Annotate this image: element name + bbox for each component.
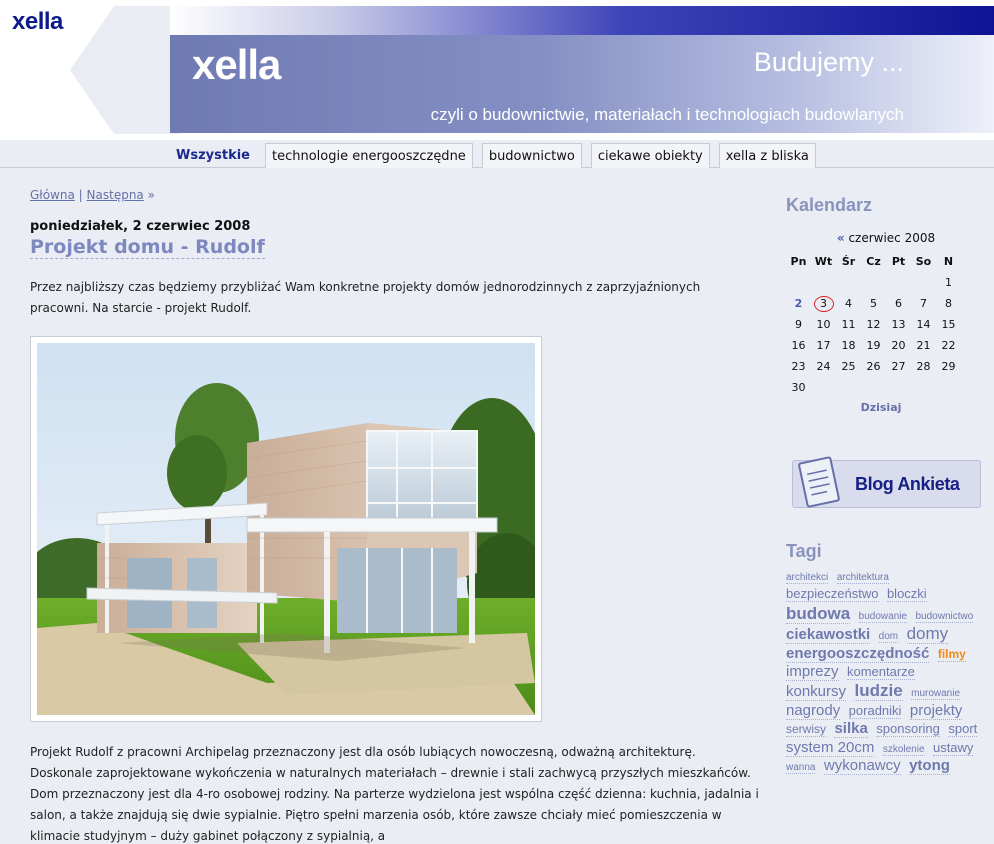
calendar-month: czerwiec 2008 [848,231,936,245]
tag-link[interactable]: system 20cm [786,738,875,756]
tag-link[interactable]: sport [948,721,978,737]
tag-link[interactable]: ciekawostki [786,626,871,644]
calendar-empty-cell [811,272,836,293]
tag-link[interactable]: wykonawcy [823,756,901,774]
calendar-day: 19 [866,339,881,352]
blog-title: Budujemy ... [753,47,904,77]
calendar-empty-cell [936,377,961,398]
tag-link[interactable]: sponsoring [876,721,940,737]
tab-xella-z-bliska[interactable]: xella z bliska [719,143,816,168]
calendar-day: 9 [795,318,802,331]
post-date: poniedziałek, 2 czerwiec 2008 [30,219,251,234]
tag-link[interactable]: szkolenie [882,743,925,755]
tag-link[interactable]: serwisy [786,722,827,737]
calendar-weekday: So [915,255,932,268]
breadcrumb-home-link[interactable]: Główna [30,188,75,202]
calendar-day[interactable]: 2 [794,297,803,310]
tag-link[interactable]: poradniki [848,702,902,718]
calendar-day: 29 [941,360,956,373]
tag-link[interactable]: ytong [909,756,950,774]
calendar-day: 13 [891,318,906,331]
tag-link[interactable]: budownictwo [915,610,974,622]
header-banner [170,35,994,133]
calendar-day: 12 [866,318,881,331]
breadcrumb [30,188,155,202]
calendar-day: 20 [891,339,906,352]
tag-cloud [786,567,982,775]
post-body: Projekt Rudolf z pracowni Archipelag przeznaczony jest dla osób lubiących nowoczesną, odważną architekturę. Doskonale zaprojektowane wykończenia w naturalnych materiałach – drewnie i stali zachwycą przyszłych mieszkańców. Dom przeznaczony jest dla 4-ro osobowej rodziny. Na parterze wydzielona jest wspólna część dzienna: kuchnia, jadalnia i salon, a także znajdują się dwie sypialnie. Piętro spełni marzenia osób, które zawsze chciały mieć pomieszczenia w klimacie studyjnym – duży gabinet połączony z sypialnią, a [30,745,759,843]
calendar [786,231,966,414]
tag-link[interactable]: ludzie [854,681,903,701]
calendar-day: 27 [891,360,906,373]
calendar-empty-cell [811,377,836,398]
calendar-empty-cell [886,272,911,293]
calendar-empty-cell [836,377,861,398]
calendar-empty-cell [861,377,886,398]
header-gradient-bar [170,6,994,36]
calendar-day: 8 [945,297,952,310]
calendar-caption [786,231,966,245]
breadcrumb-next-arrow: » [147,188,155,202]
calendar-day: 21 [916,339,931,352]
calendar-day: 24 [816,360,831,373]
calendar-day: 3 [811,293,836,314]
tag-link[interactable]: budowanie [858,610,908,622]
tab-ciekawe-obiekty[interactable]: ciekawe obiekty [591,143,710,168]
calendar-weekday: Pn [790,255,807,268]
tag-link[interactable]: nagrody [786,701,841,719]
calendar-today-link[interactable]: Dzisiaj [860,401,902,414]
breadcrumb-next-link[interactable]: Następna [86,188,144,202]
calendar-grid [786,251,966,398]
tab-wszystkie[interactable]: Wszystkie [176,148,250,163]
house-photo-frame [30,336,542,722]
calendar-day: 6 [895,297,902,310]
calendar-weekday: Cz [866,255,881,268]
calendar-empty-cell [786,272,811,293]
calendar-day: 28 [916,360,931,373]
house-rendering [37,343,535,715]
calendar-empty-cell [836,272,861,293]
calendar-day: 30 [791,381,806,394]
calendar-empty-cell [886,377,911,398]
calendar-day: 1 [945,276,952,289]
tag-link[interactable]: architekci [786,572,829,583]
tab-budownictwo[interactable]: budownictwo [482,143,582,168]
calendar-empty-cell [911,272,936,293]
tag-link[interactable]: energooszczędność [786,644,930,662]
tag-link[interactable]: dom [878,631,899,643]
tag-link[interactable]: wanna [786,761,816,773]
post-title-link[interactable]: Projekt domu - Rudolf [30,236,265,258]
tag-link[interactable]: komentarze [846,663,915,679]
tag-link[interactable]: budowa [786,603,851,623]
blog-ankieta-label: Blog Ankieta [855,473,960,494]
calendar-empty-cell [861,272,886,293]
calendar-day: 4 [845,297,852,310]
calendar-day: 11 [841,318,856,331]
calendar-weekday: Wt [814,255,833,268]
site-header [0,0,994,140]
calendar-day: 7 [920,297,927,310]
tag-link[interactable]: architektura [836,572,889,583]
calendar-day: 10 [816,318,831,331]
calendar-day: 22 [941,339,956,352]
calendar-heading: Kalendarz [786,195,873,215]
tag-link[interactable]: silka [834,720,868,738]
xella-small-logo[interactable]: xella [12,8,63,35]
tag-link[interactable]: murowanie [911,688,961,700]
tag-link[interactable]: projekty [909,701,963,719]
tag-link[interactable]: filmy [937,646,966,661]
calendar-prev-month-link[interactable]: « [836,231,845,245]
calendar-day: 23 [791,360,806,373]
clipboard-icon [797,454,841,504]
calendar-day: 16 [791,339,806,352]
calendar-weekday: Śr [841,255,856,268]
calendar-empty-cell [911,377,936,398]
tag-link[interactable]: konkursy [786,683,847,701]
calendar-day: 15 [941,318,956,331]
breadcrumb-separator: | [78,188,83,202]
calendar-day: 5 [870,297,877,310]
tab-technologie-energooszczedne[interactable]: technologie energooszczędne [265,143,473,168]
tag-link[interactable]: ustawy [932,739,974,755]
tag-link[interactable]: bezpieczeństwo [786,586,879,602]
calendar-weekday: N [943,255,954,268]
calendar-day: 25 [841,360,856,373]
calendar-day: 17 [816,339,831,352]
calendar-day: 26 [866,360,881,373]
header-arrow-decoration [70,6,180,134]
calendar-day: 18 [841,339,856,352]
category-tabs [170,143,825,168]
calendar-day: 14 [916,318,931,331]
tag-link[interactable]: domy [906,624,949,644]
blog-subtitle: czyli o budownictwie, materiałach i technologiach budowlanych [430,105,904,124]
xella-banner-logo[interactable]: xella [192,41,281,88]
house-photo[interactable] [37,343,535,715]
tag-link[interactable]: bloczki [886,586,927,602]
tags-heading: Tagi [786,541,822,561]
tag-link[interactable]: imprezy [786,662,839,680]
calendar-weekday: Pt [891,255,906,268]
post-intro: Przez najbliższy czas będziemy przybliżać Wam konkretne projekty domów jednorodzinnych z zaprzyjaźnionych pracowni. Na starcie - projekt Rudolf. [30,280,701,315]
blog-ankieta-banner[interactable] [792,460,981,508]
